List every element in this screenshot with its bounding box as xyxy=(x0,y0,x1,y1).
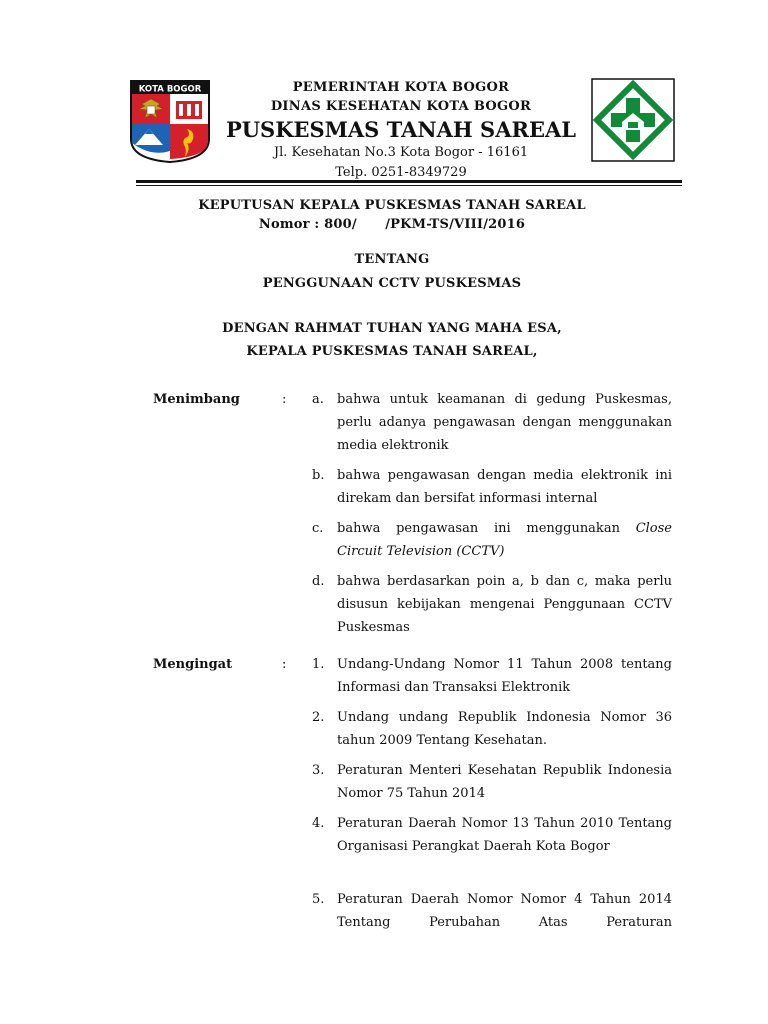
letterhead-rule-thick xyxy=(136,180,682,183)
menimbang-colon: : xyxy=(282,392,287,407)
item-marker: c. xyxy=(312,521,324,536)
letterhead xyxy=(212,78,590,183)
menimbang-item xyxy=(312,464,672,510)
item-marker: 1. xyxy=(312,657,325,672)
decree-subject: PENGGUNAAN CCTV PUSKESMAS xyxy=(262,276,522,291)
item-text: bahwa pengawasan dengan media elektronik ini direkam dan bersifat informasi internal xyxy=(337,468,672,506)
item-text: Peraturan Daerah Nomor Nomor 4 Tahun 2014 Tentang Perubahan Atas Peraturan xyxy=(337,892,672,930)
menimbang-item xyxy=(312,570,672,639)
mengingat-colon: : xyxy=(282,657,287,672)
decree-title: KEPUTUSAN KEPALA PUSKESMAS TANAH SAREAL xyxy=(198,198,586,213)
item-marker: d. xyxy=(312,574,325,589)
preamble-line-2: KEPALA PUSKESMAS TANAH SAREAL, xyxy=(246,344,538,359)
letterhead-address: Jl. Kesehatan No.3 Kota Bogor - 16161 xyxy=(273,145,529,160)
item-text xyxy=(337,517,672,563)
letterhead-department: DINAS KESEHATAN KOTA BOGOR xyxy=(270,99,532,114)
letterhead-institution: PUSKESMAS TANAH SAREAL xyxy=(225,117,577,142)
item-text-regular: bahwa pengawasan ini menggunakan xyxy=(337,521,636,536)
item-marker: 2. xyxy=(312,710,325,725)
letterhead-rule-thin xyxy=(136,185,682,186)
mengingat-item xyxy=(312,759,672,805)
item-text: bahwa berdasarkan poin a, b dan c, maka perlu disusun kebijakan mengenai Penggunaan CCTV Puskesmas xyxy=(337,574,672,635)
mengingat-item xyxy=(312,812,672,858)
letterhead-phone: Telp. 0251-8349729 xyxy=(335,165,467,180)
item-text: Undang-Undang Nomor 11 Tahun 2008 tentang Informasi dan Transaksi Elektronik xyxy=(337,657,672,695)
item-text: Undang undang Republik Indonesia Nomor 36 tahun 2009 Tentang Kesehatan. xyxy=(337,710,672,748)
item-marker: a. xyxy=(312,392,324,407)
item-text: Peraturan Daerah Nomor 13 Tahun 2010 Tentang Organisasi Perangkat Daerah Kota Bogor xyxy=(337,816,672,854)
letterhead-government: PEMERINTAH KOTA BOGOR xyxy=(292,80,510,95)
menimbang-label: Menimbang xyxy=(153,392,240,407)
item-marker: 5. xyxy=(312,892,325,907)
kota-bogor-crest-logo xyxy=(129,79,211,163)
item-text-italic: Close Circuit Television (CCTV) xyxy=(337,521,672,559)
menimbang-item xyxy=(312,388,672,457)
menimbang-item xyxy=(312,517,672,563)
about-heading: TENTANG xyxy=(354,252,430,267)
item-text: bahwa untuk keamanan di gedung Puskesmas, perlu adanya pengawasan dengan menggunakan media elektronik xyxy=(337,392,672,453)
item-marker: 3. xyxy=(312,763,325,778)
item-marker: b. xyxy=(312,468,325,483)
decree-number: Nomor : 800/ /PKM-TS/VIII/2016 xyxy=(258,217,526,232)
puskesmas-logo xyxy=(591,78,675,162)
mengingat-label: Mengingat xyxy=(153,657,233,672)
mengingat-item xyxy=(312,706,672,752)
item-marker: 4. xyxy=(312,816,325,831)
preamble-line-1: DENGAN RAHMAT TUHAN YANG MAHA ESA, xyxy=(222,321,562,336)
crest-label: KOTA BOGOR xyxy=(138,84,202,95)
mengingat-item xyxy=(312,653,672,699)
mengingat-item xyxy=(312,888,672,934)
item-text: Peraturan Menteri Kesehatan Republik Indonesia Nomor 75 Tahun 2014 xyxy=(337,763,672,801)
